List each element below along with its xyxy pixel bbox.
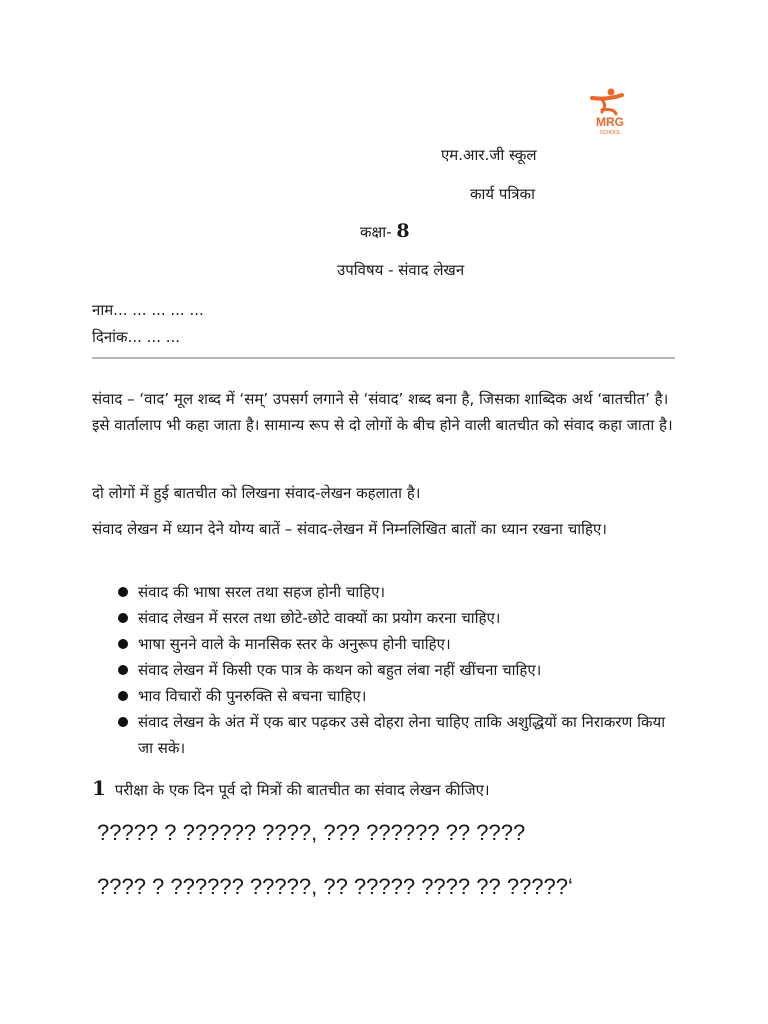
list-item: संवाद लेखन के अंत में एक बार पढ़कर उसे दोहरा लेना चाहिए ताकि अशुद्धियों का निराकरण किया जा सके। [118, 709, 678, 761]
question-text: परीक्षा के एक दिन पूर्व दो मित्रों की बातचीत का संवाद लेखन कीजिए। [114, 781, 490, 799]
list-item: संवाद लेखन में सरल तथा छोटे-छोटे वाक्यों का प्रयोग करना चाहिए। [118, 605, 678, 631]
subtopic: उपविषय - संवाद लेखन [337, 261, 465, 279]
guidelines-list [118, 579, 678, 761]
bullet-icon [118, 639, 128, 649]
class-label: कक्षा- [360, 223, 392, 241]
divider [92, 357, 675, 359]
question-number: 1 [92, 776, 106, 800]
bullet-icon [118, 587, 128, 597]
list-item: भाषा सुनने वाले के मानसिक स्तर के अनुरूप होनी चाहिए। [118, 631, 678, 657]
definition-paragraph-2: दो लोगों में हुई बातचीत को लिखना संवाद-लेखन कहलाता है। [92, 484, 421, 502]
bullet-icon [118, 613, 128, 623]
list-item: संवाद लेखन में किसी एक पात्र के कथन को बहुत लंबा नहीं खींचना चाहिए। [118, 657, 678, 683]
definition-paragraph: संवाद – ‘वाद’ मूल शब्द में ‘सम्’ उपसर्ग लगाने से ‘संवाद’ शब्द बना है, जिसका शाब्दिक अर्थ ‘बातचीत’ है। इसे वार्तालाप भी कहा जाता है। सामान्य रूप से दो लोगों के बीच होने वाली बातचीत को संवाद कहा जाता है। [92, 390, 673, 434]
bullet-icon [118, 691, 128, 701]
worksheet-title: कार्य पत्रिका [470, 185, 535, 203]
svg-text:SCHOOL: SCHOOL [599, 130, 621, 136]
class-number: 8 [396, 220, 410, 242]
school-name: एम.आर.जी स्कूल [441, 146, 537, 164]
name-line: नाम... ... ... ... ... [92, 301, 204, 319]
school-logo [578, 86, 642, 136]
question [92, 776, 490, 800]
class-line [360, 220, 410, 242]
list-item: संवाद की भाषा सरल तथा सहज होनी चाहिए। [118, 579, 678, 605]
list-item: भाव विचारों की पुनरुक्ति से बचना चाहिए। [118, 683, 678, 709]
date-line: दिनांक... ... ... [92, 328, 181, 346]
guidelines-intro: संवाद लेखन में ध्यान देने योग्य बातें – संवाद-लेखन में निम्नलिखित बातों का ध्यान रखना चाहिए। [92, 520, 607, 538]
garbled-text-line: ???? ? ?????? ?????, ?? ????? ???? ?? ?????‘ [97, 874, 573, 899]
bullet-icon [118, 717, 128, 727]
bullet-icon [118, 665, 128, 675]
garbled-text-line: ????? ? ?????? ????, ??? ?????? ?? ???? [97, 820, 526, 845]
svg-text:MRG: MRG [596, 115, 624, 129]
